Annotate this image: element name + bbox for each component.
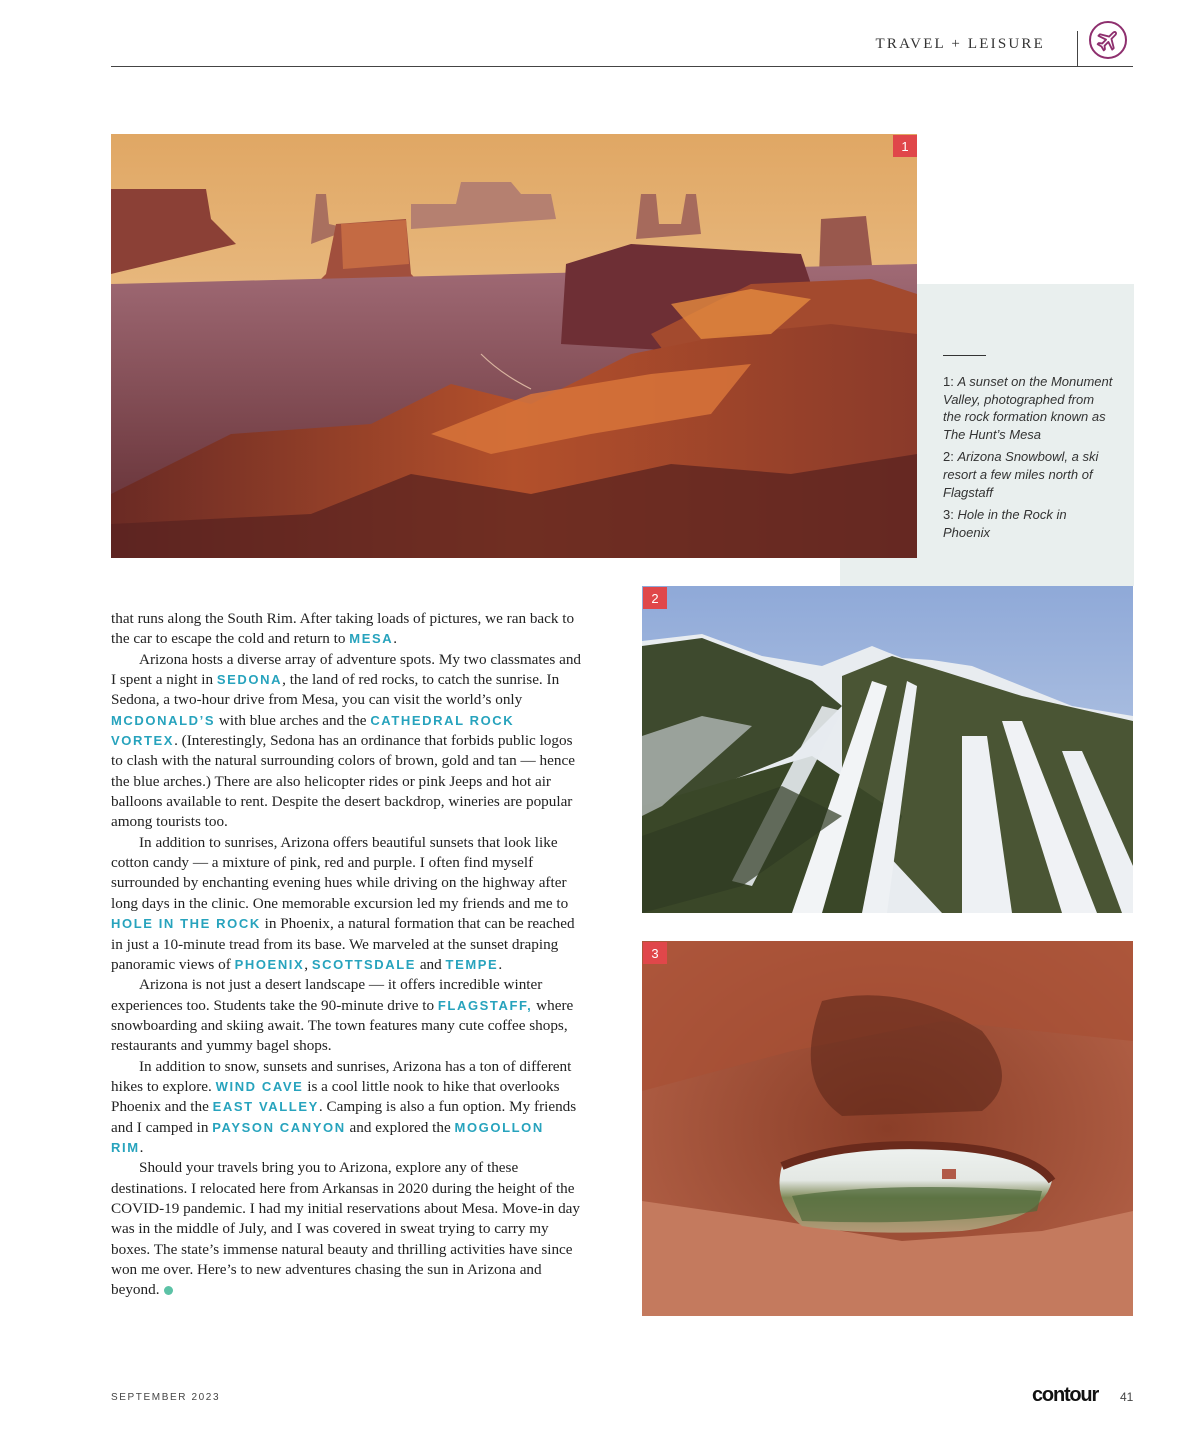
photo-captions [943, 373, 1115, 546]
paragraph: that runs along the South Rim. After taking loads of pictures, we ran back to the car to escape the cold and return to MESA. [111, 610, 575, 648]
paragraph: Arizona is not just a desert landscape — it offers incredible winter experiences too. Students take the 90-minute drive to FLAGSTAFF, where snowboarding and skiing await. The town features many cute coffee shops, restaurants and yummy bagel shops. [111, 976, 574, 1055]
keyword-link: MOGOLLON RIM [111, 1119, 544, 1155]
photo-number-badge: 3 [643, 942, 667, 964]
paragraph: Arizona hosts a diverse array of adventure spots. My two classmates and I spent a night in SEDONA, the land of red rocks, to catch the sunrise. In Sedona, a two-hour drive from Mesa, you can visit the world’s only MCDONALD’S with blue arches and the CATHEDRAL ROCK VORTEX. (Interestingly, Sedona has an ordinance that forbids public logos to clash with the natural surrounding colors of brown, gold and tan — hence the blue arches.) There are also helicopter rides or pink Jeeps and hot air balloons available to rent. Despite the desert backdrop, wineries are popular among tourists too. [111, 650, 582, 831]
page-number: 41 [1120, 1390, 1134, 1404]
keyword-link: WIND CAVE [215, 1078, 304, 1094]
keyword-link: CATHEDRAL ROCK VORTEX [111, 712, 515, 749]
keyword-link: TEMPE [445, 956, 499, 972]
photo-number-badge: 2 [643, 587, 667, 609]
keyword-link: PHOENIX [234, 956, 305, 972]
keyword-link: MCDONALD’S [111, 712, 216, 728]
keyword-link: EAST VALLEY [212, 1099, 319, 1115]
airplane-icon [1095, 27, 1121, 53]
header-divider [1077, 31, 1078, 67]
photo-number-badge: 1 [893, 135, 917, 157]
keyword-link: FLAGSTAFF, [437, 997, 533, 1013]
caption-3: 3: Hole in the Rock in Phoenix [943, 507, 1067, 540]
keyword-link: SCOTTSDALE [311, 956, 417, 972]
section-title: TRAVEL + LEISURE [875, 36, 1045, 52]
keyword-link: HOLE IN THE ROCK [111, 916, 261, 932]
section-badge [1089, 21, 1127, 59]
magazine-logo: contour [1032, 1384, 1099, 1406]
keyword-link: SEDONA [216, 672, 283, 688]
caption-rule [943, 355, 986, 356]
keyword-link: PAYSON CANYON [212, 1119, 346, 1135]
keyword-link: MESA [349, 631, 394, 647]
issue-date: SEPTEMBER 2023 [111, 1392, 221, 1403]
photo-monument-valley [111, 134, 917, 558]
photo-arizona-snowbowl [642, 586, 1133, 913]
end-of-article-dot [164, 1286, 173, 1295]
paragraph: Should your travels bring you to Arizona, explore any of these destinations. I relocated here from Arkansas in 2020 during the height of the COVID-19 pandemic. I had my initial reservations about Mesa. Move-in day was in the middle of July, and I was covered in sweat trying to carry my boxes. The state’s immense natural beauty and thrilling activities have since won me over. Here’s to new adventures chasing the sun in Arizona and beyond. [111, 1159, 581, 1299]
caption-panel-extension [840, 558, 917, 586]
photo-hole-in-the-rock [642, 941, 1133, 1316]
caption-2: 2: Arizona Snowbowl, a ski resort a few miles north of Flagstaff [943, 449, 1099, 500]
paragraph: In addition to sunrises, Arizona offers beautiful sunsets that look like cotton candy — a mixture of pink, red and purple. I often find myself surrounded by enchanting evening hues while driving on the highway after long days in the clinic. One memorable excursion led my friends and me to HOLE IN THE ROCK in Phoenix, a natural formation that can be reached in just a 10-minute tread from its base. We marveled at the sunset draping panoramic views of PHOENIX, SCOTTSDALE and TEMPE. [111, 833, 575, 973]
caption-1: 1: A sunset on the Monument Valley, photographed from the rock formation known as The Hunt’s Mesa [943, 374, 1113, 442]
article-body [111, 609, 581, 1301]
header-rule [111, 66, 1133, 67]
paragraph: In addition to snow, sunsets and sunrises, Arizona has a ton of different hikes to explore. WIND CAVE is a cool little nook to hike that overlooks Phoenix and the EAST VALLEY. Camping is also a fun option. My friends and I camped in PAYSON CANYON and explored the MOGOLLON RIM. [111, 1057, 577, 1156]
